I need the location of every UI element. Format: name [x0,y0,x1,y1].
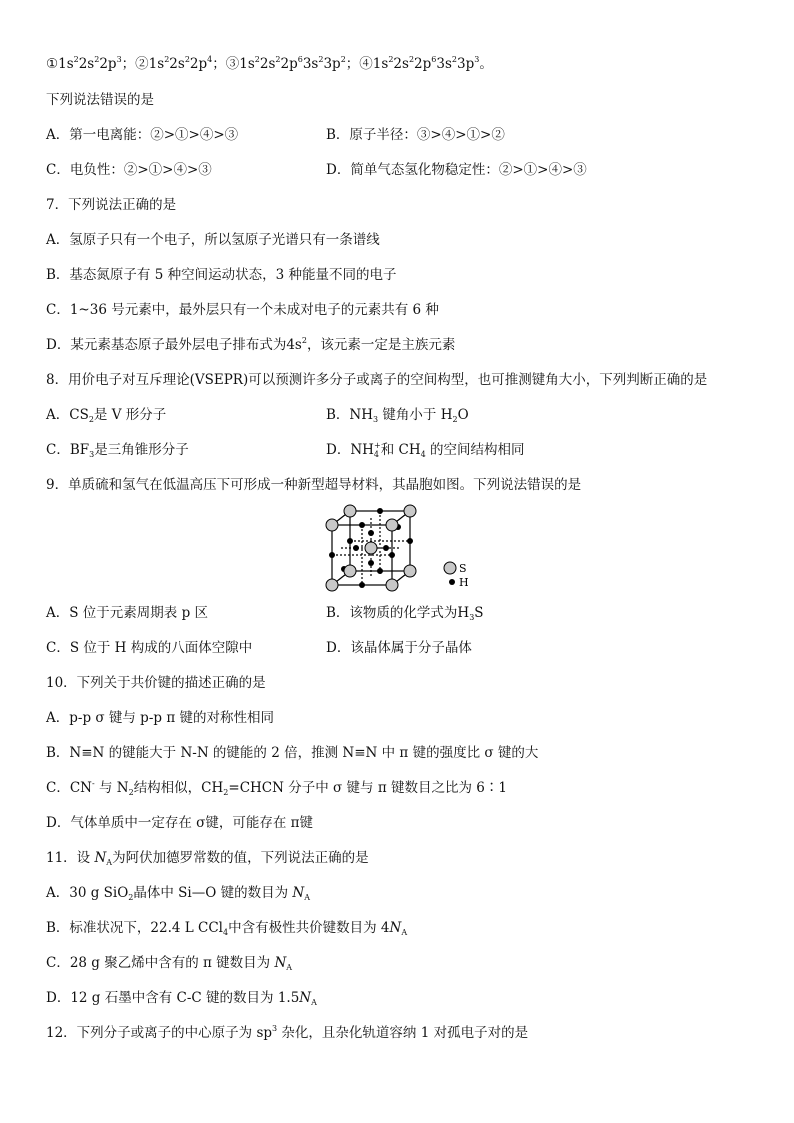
config-text: 3p [323,56,341,72]
sub: 3 [373,415,379,424]
text: 12．下列分子或离子的中心原子为 sp [46,1025,273,1041]
text: B．NH [326,407,374,423]
config-superscript: 2 [94,55,100,64]
avogadro-symbol: N [94,850,107,866]
text: 键角小于 H [378,407,453,423]
q11-option-b[interactable] [46,919,407,937]
q7-option-d[interactable] [46,336,455,354]
sub: 4 [373,450,380,459]
avogadro-symbol: N [274,955,287,971]
text: D．NH [326,442,374,458]
config-superscript: 2 [408,55,415,64]
text: D．某元素基态原子最外层电子排布式为4s [46,337,302,353]
config-text: 2s [169,56,185,72]
sub: 3 [469,613,475,622]
q8-option-c[interactable] [46,441,189,459]
text: 与 N [94,780,129,796]
sub: 4 [420,450,426,459]
config-superscript: 3 [116,55,122,64]
config-text: ；②1s [121,56,165,72]
q7-option-c[interactable]: C．1~36 号元素中，最外层只有一个未成对电子的元素共有 6 种 [46,302,439,318]
config-text: 2p [414,56,432,72]
q12-stem [46,1024,528,1042]
config-superscript: 2 [73,55,79,64]
text: 是 V 形分子 [93,407,167,423]
q6-option-d[interactable]: D．简单气态氢化物稳定性：②>①>④>③ [326,162,587,178]
text: =CHCN 分子中 σ 键与 π 键数目之比为 6∶1 [228,780,507,796]
text: 晶体中 Si—O 键的数目为 [133,885,293,901]
sub: 2 [88,415,94,424]
sub: A [286,963,293,972]
q9-stem: 9．单质硫和氢气在低温高压下可形成一种新型超导材料，其晶胞如图。下列说法错误的是 [46,477,582,493]
text: O [457,407,469,423]
sup: - [91,779,95,788]
legend-s-label: S [459,562,467,575]
config-text: 2p [189,56,208,72]
legend-h-label: H [459,576,469,589]
config-text: 2s [259,56,276,72]
sub: 3 [89,450,95,459]
config-text: 2s [393,56,409,72]
q6-stem: 下列说法错误的是 [46,92,154,108]
text: 的空间结构相同 [425,442,525,458]
legend-s-marker [444,562,456,574]
config-superscript: 2 [340,55,346,64]
sub: 2 [128,893,134,902]
text: ，该元素一定是主族元素 [306,337,456,353]
text: B．该物质的化学式为H [326,605,470,621]
q7-option-a[interactable]: A．氢原子只有一个电子，所以氢原子光谱只有一条谱线 [46,232,380,248]
config-text: 。 [479,56,493,72]
q8-option-d[interactable] [326,441,525,459]
config-text: 3p [456,56,475,72]
q10-stem: 10．下列关于共价键的描述正确的是 [46,675,266,691]
config-text: ①1s [46,56,74,72]
q10-option-c[interactable] [46,779,507,797]
config-superscript: 2 [275,55,281,64]
q9-option-c[interactable]: C．S 位于 H 构成的八面体空隙中 [46,640,253,656]
config-text: 2p [280,56,298,72]
sub: A [401,928,408,937]
q6-option-a[interactable]: A．第一电离能：②>①>④>③ [46,127,239,143]
q11-stem [46,849,369,867]
q11-option-c[interactable] [46,954,292,972]
config-text: 3s [302,56,319,72]
text: C．BF [46,442,90,458]
text: A．30 g SiO [46,885,129,901]
q9-option-b[interactable] [326,604,484,622]
q7-stem: 7．下列说法正确的是 [46,197,177,213]
config-text: 2p [99,56,117,72]
q10-option-a[interactable]: A．p-p σ 键与 p-p π 键的对称性相同 [46,710,274,726]
sub: A [106,858,113,867]
config-superscript: 3 [474,55,480,64]
sup: 3 [272,1024,278,1033]
config-text: 3s [436,56,452,72]
q11-option-a[interactable] [46,884,310,902]
q9-option-d[interactable]: D．该晶体属于分子晶体 [326,640,472,656]
config-superscript: 2 [184,55,190,64]
s-atoms [326,505,416,591]
text: 和 CH [380,442,421,458]
text: A．CS [46,407,89,423]
q10-option-b[interactable]: B．N≡N 的键能大于 N-N 的键能的 2 倍，推测 N≡N 中 π 键的强度比 σ 键的大 [46,745,539,761]
sub: 2 [452,415,458,424]
text: S [474,605,484,621]
q11-option-d[interactable] [46,989,317,1007]
config-text: ；④1s [345,56,389,72]
q8-option-a[interactable] [46,406,166,424]
q6-option-b[interactable]: B．原子半径：③>④>①>② [326,127,505,143]
config-text: 2s [78,56,95,72]
text: 是三角锥形分子 [94,442,189,458]
sub: 2 [128,788,134,797]
sub: 4 [223,928,229,937]
q10-option-d[interactable]: D．气体单质中一定存在 σ键，可能存在 π键 [46,815,313,831]
text: D．12 g 石墨中含有 C-C 键的数目为 1.5 [46,990,300,1006]
q9-option-a[interactable]: A．S 位于元素周期表 p 区 [46,605,209,621]
text: 为阿伏加德罗常数的值，下列说法正确的是 [112,850,369,866]
text: 结构相似，CH [133,780,224,796]
crystal-cell-figure [322,503,472,595]
sub: A [311,998,317,1007]
config-superscript: 2 [388,55,394,64]
avogadro-symbol: N [292,885,305,901]
config-text: ；③1s [212,56,255,72]
text: 中含有极性共价键数目为 4 [228,920,390,936]
q8-option-b[interactable] [326,406,469,424]
config-superscript: 6 [297,55,303,64]
sup: 2 [301,336,307,345]
config-superscript: 2 [164,55,170,64]
config-superscript: 2 [254,55,260,64]
text: C．28 g 聚乙烯中含有的 π 键数目为 [46,955,275,971]
config-superscript: 6 [431,55,437,64]
text: B．标准状况下，22.4 L CCl [46,920,224,936]
sup: + [374,441,381,450]
config-superscript: 2 [318,55,324,64]
sub: A [304,893,310,902]
sub: 2 [223,788,229,797]
text: 11．设 [46,850,95,866]
q6-configurations [46,55,493,73]
q7-option-b[interactable]: B．基态氮原子有 5 种空间运动状态，3 种能量不同的电子 [46,267,397,283]
legend-h-marker [449,579,455,585]
avogadro-symbol: N [389,920,402,936]
text: C．CN [46,780,92,796]
q8-stem: 8．用价电子对互斥理论(VSEPR)可以预测许多分子或离子的空间构型，也可推测键角大小，下列判断正确的是 [46,372,708,388]
text: 杂化，且杂化轨道容纳 1 对孤电子对的是 [277,1025,529,1041]
q6-option-c[interactable]: C．电负性：②>①>④>③ [46,162,212,178]
avogadro-symbol: N [299,990,312,1006]
config-superscript: 4 [207,55,213,64]
config-superscript: 2 [451,55,457,64]
